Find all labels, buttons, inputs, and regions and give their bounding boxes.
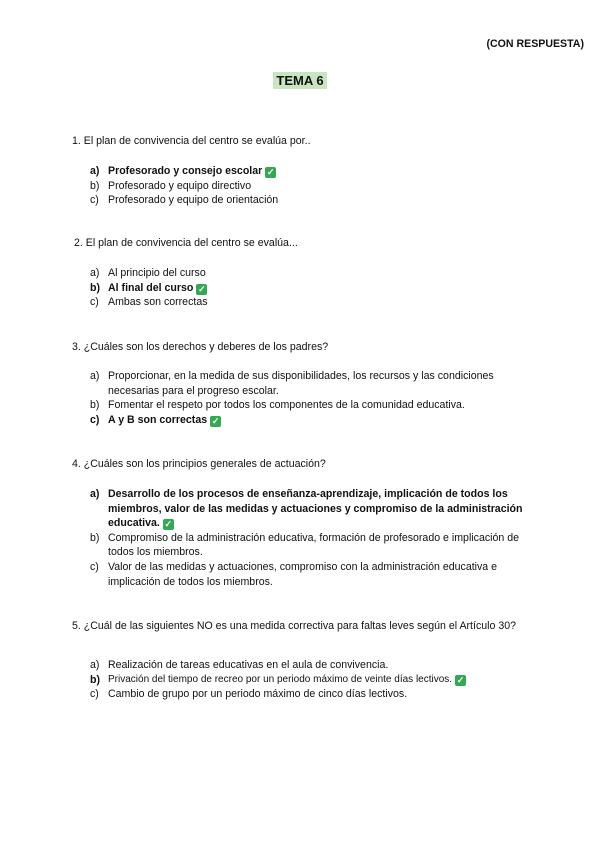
option-letter: b) (90, 281, 100, 294)
option-3a[interactable] (90, 369, 530, 398)
option-5b[interactable] (90, 673, 530, 688)
option-letter: c) (90, 413, 100, 426)
option-2c[interactable] (90, 295, 530, 310)
page-title: TEMA 6 (273, 72, 326, 89)
header-note: (CON RESPUESTA) (486, 38, 584, 50)
option-text: Realización de tareas educativas en el aula de convivencia. (108, 659, 389, 671)
page-title-wrapper (0, 73, 600, 88)
question-5: 5. ¿Cuál de las siguientes NO es una medida correctiva para faltas leves según el Artículo 30? (72, 620, 517, 632)
option-text: Ambas son correctas (108, 296, 208, 309)
question-4: 4. ¿Cuáles son los principios generales de actuación? (72, 458, 326, 470)
option-5a[interactable] (90, 658, 530, 673)
question-5-options (90, 658, 530, 702)
option-letter: a) (90, 659, 100, 671)
check-mark-icon: ✓ (211, 415, 220, 426)
question-4-options (90, 487, 530, 589)
option-text: Proporcionar, en la medida de sus disponibilidades, los recursos y las condiciones necesarias para el progreso escolar. (108, 370, 494, 397)
option-text: Profesorado y equipo directivo (108, 179, 252, 192)
option-text: A y B son correctas (108, 413, 208, 426)
check-mark-icon: ✓ (164, 519, 173, 530)
question-3: 3. ¿Cuáles son los derechos y deberes de los padres? (72, 341, 329, 353)
option-letter: b) (90, 673, 100, 686)
option-text: Al final del curso (108, 281, 194, 294)
question-2-options (90, 266, 530, 310)
option-4b[interactable] (90, 531, 530, 560)
option-letter: c) (90, 296, 99, 309)
option-letter: c) (90, 194, 99, 207)
option-letter: a) (90, 165, 100, 177)
option-letter: a) (90, 267, 100, 279)
option-text: Desarrollo de los procesos de enseñanza-aprendizaje, implicación de todos los miembros, valor de las medidas y actuaciones y compromiso de la administración educativa. (108, 488, 523, 530)
check-mark-icon: ✓ (198, 283, 206, 294)
option-letter: b) (90, 399, 100, 412)
option-letter: a) (90, 370, 100, 382)
option-1a[interactable] (90, 164, 530, 179)
question-1: 1. El plan de convivencia del centro se evalúa por.. (72, 135, 311, 147)
option-text: Valor de las medidas y actuaciones, compromiso con la administración educativa e implicación de todos los miembros. (108, 560, 498, 588)
question-3-options (90, 369, 530, 427)
check-mark-icon: ✓ (266, 167, 275, 177)
option-1c[interactable] (90, 193, 530, 208)
question-1-options (90, 164, 530, 208)
option-letter: b) (90, 179, 100, 192)
option-letter: b) (90, 531, 100, 544)
option-1b[interactable] (90, 179, 530, 194)
question-2: 2. El plan de convivencia del centro se evalúa... (74, 237, 298, 249)
option-3b[interactable] (90, 398, 530, 413)
option-letter: c) (90, 688, 99, 701)
option-text: Al principio del curso (108, 267, 206, 279)
option-4c[interactable] (90, 560, 530, 589)
option-text: Cambio de grupo por un periodo máximo de cinco días lectivos. (108, 688, 408, 701)
option-text: Profesorado y equipo de orientación (108, 194, 279, 207)
option-text: Fomentar el respeto por todos los componentes de la comunidad educativa. (108, 399, 465, 412)
option-text: Compromiso de la administración educativa, formación de profesorado e implicación de todos los miembros. (108, 531, 520, 559)
option-5c[interactable] (90, 687, 530, 702)
option-letter: a) (90, 488, 100, 500)
option-letter: c) (90, 560, 99, 573)
option-4a[interactable] (90, 487, 530, 531)
option-text: Profesorado y consejo escolar (108, 165, 263, 177)
option-3c[interactable] (90, 413, 530, 428)
option-text: Privación del tiempo de recreo por un periodo máximo de veinte días lectivos. (108, 673, 453, 685)
option-2b[interactable] (90, 281, 530, 296)
option-2a[interactable] (90, 266, 530, 281)
check-mark-icon: ✓ (456, 674, 465, 685)
